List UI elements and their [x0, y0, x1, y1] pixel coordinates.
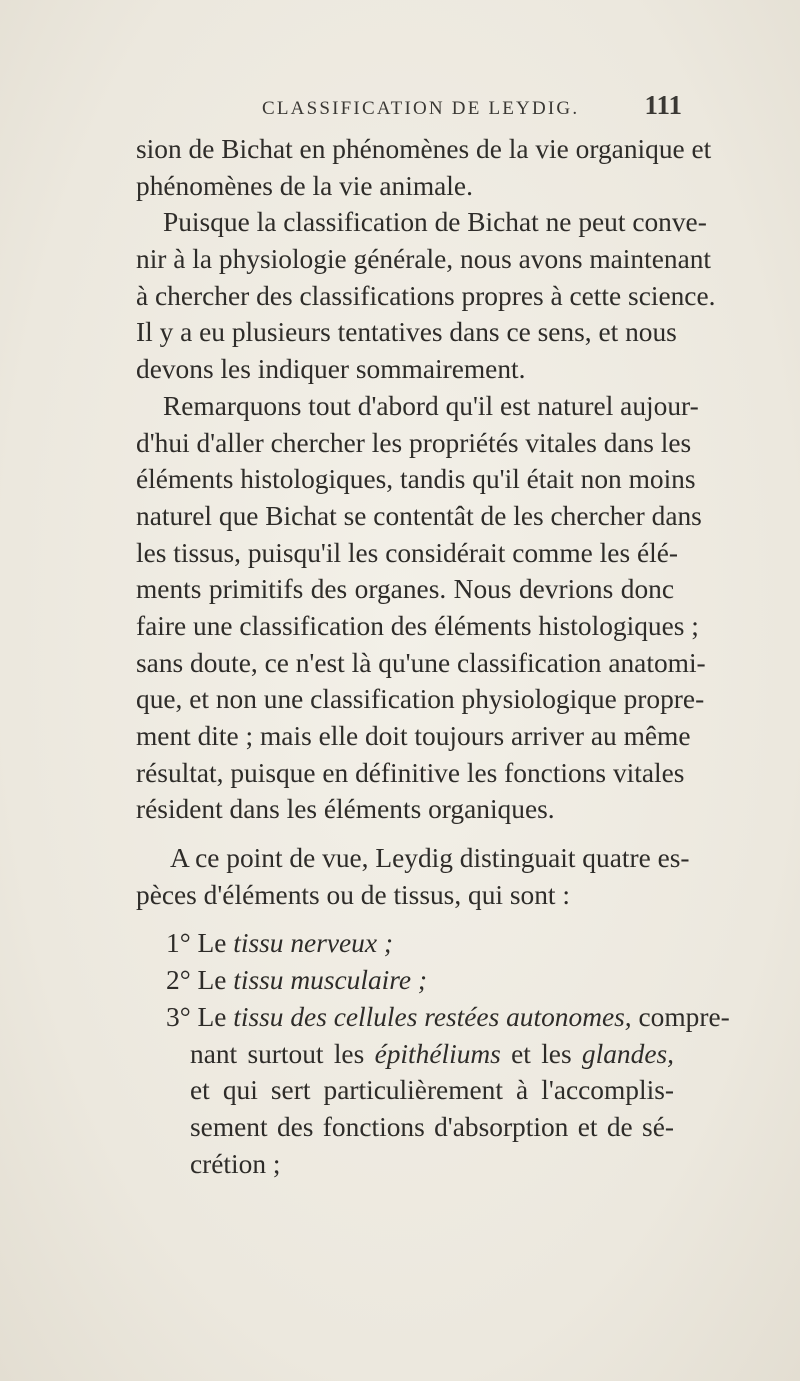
body-text [136, 131, 730, 1182]
text-line: faire une classification des éléments histologiques ; [136, 610, 699, 641]
paragraph-gap [136, 828, 674, 840]
list-text: Le [197, 1001, 227, 1032]
list-text: Le [197, 928, 227, 959]
text-line: ment dite ; mais elle doit toujours arriver au même [136, 721, 691, 751]
text-line: éléments histologiques, tandis qu'il était non moins [136, 464, 696, 495]
list-text-italic: glandes, [581, 1038, 674, 1069]
text-line: sion de Bichat en phénomènes de la vie organique et [136, 134, 712, 164]
list-text: nant surtout les [190, 1038, 365, 1069]
list-text: et les [511, 1038, 572, 1069]
text-line: ments primitifs des organes. Nous devrions donc [136, 574, 674, 605]
paragraph-gap [136, 913, 674, 925]
text-line: d'hui d'aller chercher les propriétés vitales dans les [136, 427, 692, 458]
list-item-3 [136, 999, 730, 1182]
text-line: naturel que Bichat se contentât de les chercher dans [136, 500, 702, 531]
paragraph-2 [136, 204, 716, 387]
text-line: Puisque la classification de Bichat ne peut conve- [163, 207, 707, 238]
text-line: A ce point de vue, Leydig distinguait quatre es- [170, 843, 690, 874]
text-line: sans doute, ce n'est là qu'une classification anatomi- [136, 647, 706, 678]
page-number: 111 [644, 90, 682, 120]
text-line: Remarquons tout d'abord qu'il est naturel aujour- [163, 390, 699, 421]
text-line: phénomènes de la vie animale. [136, 170, 473, 201]
list-number: 2° [166, 965, 191, 996]
running-title: CLASSIFICATION DE LEYDIG. [262, 98, 580, 119]
list-text-italic: tissu nerveux ; [233, 928, 393, 959]
text-line: que, et non une classification physiologique propre- [136, 684, 705, 715]
text-line: Il y a eu plusieurs tentatives dans ce sens, et nous [136, 317, 677, 348]
text-line [136, 999, 730, 1036]
text-line: et qui sert particulièrement à l'accomplis- [190, 1075, 674, 1106]
list-text: compre- [638, 1001, 730, 1032]
list-text: Le [197, 965, 227, 996]
text-line: crétion ; [190, 1148, 281, 1179]
text-line: à chercher des classifications propres à cette science. [136, 280, 716, 311]
list-number: 3° [166, 1001, 191, 1032]
paragraph-3 [136, 388, 706, 828]
list-item-2 [136, 962, 674, 999]
text-line: résident dans les éléments organiques. [136, 794, 555, 825]
text-line: devons les indiquer sommairement. [136, 354, 526, 385]
text-line: sement des fonctions d'absorption et de sé- [190, 1111, 674, 1142]
enumerated-list [136, 925, 730, 1182]
text-line: résultat, puisque en définitive les fonctions vitales [136, 757, 685, 788]
list-number: 1° [166, 928, 191, 959]
text-line: nir à la physiologie générale, nous avons maintenant [136, 244, 712, 275]
list-item-1 [136, 925, 674, 962]
text-line [136, 1036, 674, 1073]
text-line: les tissus, puisqu'il les considérait comme les élé- [136, 537, 678, 568]
page-header [262, 90, 682, 126]
text-line: pèces d'éléments ou de tissus, qui sont : [136, 879, 570, 910]
list-text-italic: tissu des cellules restées autonomes, [233, 1001, 632, 1032]
list-text-italic: épithéliums [374, 1038, 501, 1069]
paragraph-4 [136, 840, 690, 913]
paragraph-1 [136, 131, 712, 204]
list-text-italic: tissu musculaire ; [233, 965, 428, 996]
